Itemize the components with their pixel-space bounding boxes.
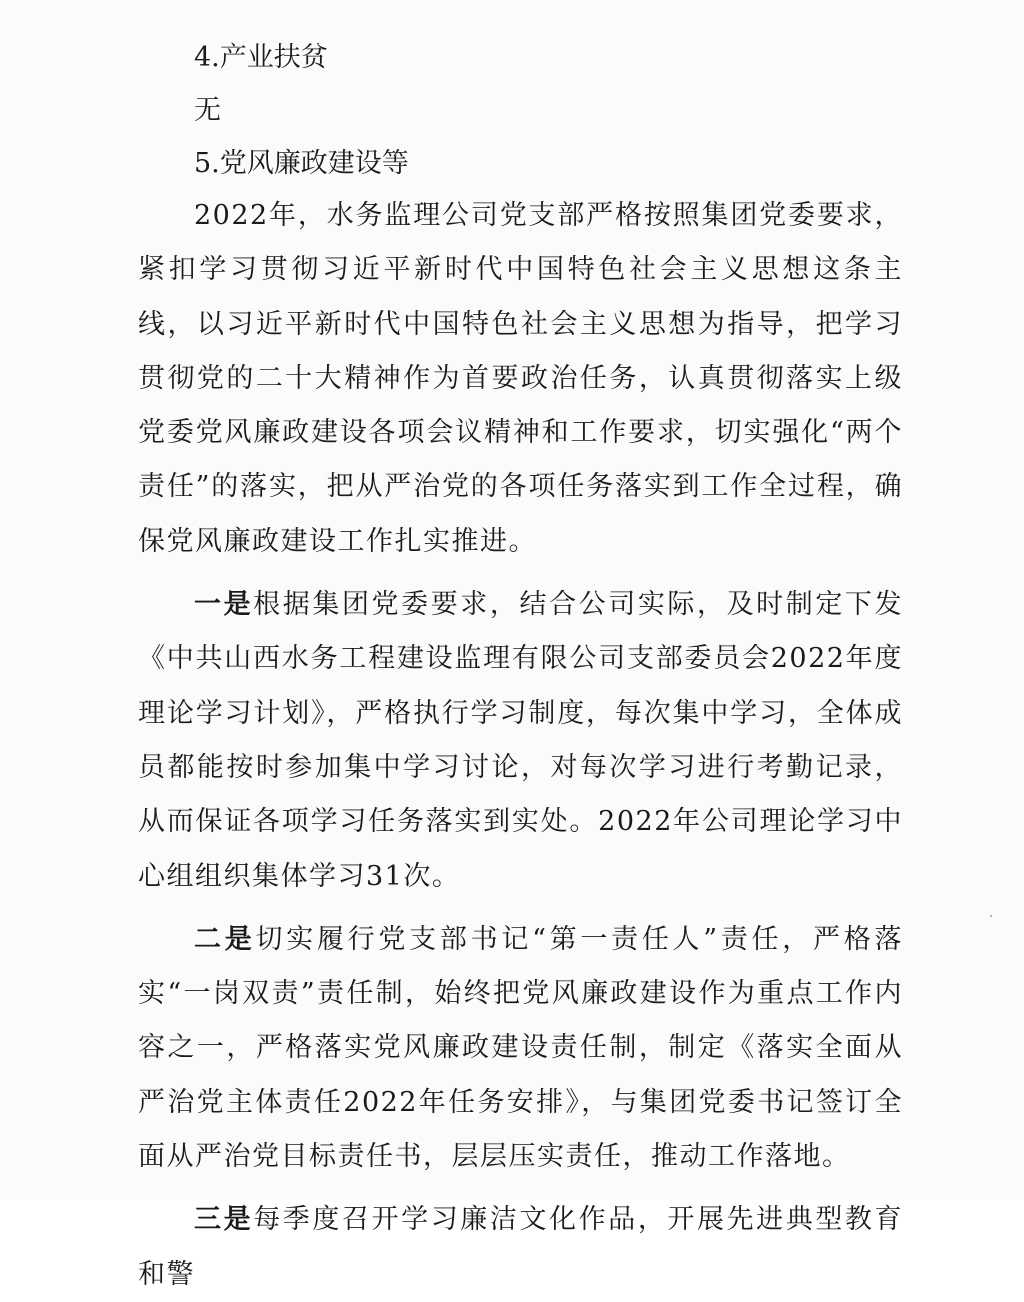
point-paragraph-3 bbox=[138, 1193, 903, 1302]
point-text-3: 每季度召开学习廉洁文化作品，开展先进典型教育和警 bbox=[138, 1204, 904, 1290]
point-lead-1: 一是 bbox=[194, 589, 254, 621]
section-heading-industry-poverty-relief: 4.产业扶贫 bbox=[194, 42, 328, 73]
point-text-1: 根据集团党委要求，结合公司实际，及时制定下发《中共山西水务工程建设监理有限公司支部委员会2022年度理论学习计划》，严格执行学习制度，每次集中学习，全体成员都能按时参加集中学习讨论，对每次学习进行考勤记录，从而保证各项学习任务落实到实处。2022年公司理论学习中心组组织集体学习31次。 bbox=[138, 589, 904, 892]
point-lead-2: 二是 bbox=[194, 923, 256, 955]
document-body bbox=[138, 34, 903, 1302]
intro-paragraph: 2022年，水务监理公司党支部严格按照集团党委要求，紧扣学习贯彻习近平新时代中国特色社会主义思想这条主线，以习近平新时代中国特色社会主义思想为指导，把学习贯彻党的二十大精神作为首要政治任务，认真贯彻落实上级党委党风廉政建设各项会议精神和工作要求，切实强化“两个责任”的落实，把从严治党的各项任务落实到工作全过程，确保党风廉政建设工作扎实推进。 bbox=[138, 200, 903, 557]
section-heading-party-conduct: 5.党风廉政建设等 bbox=[194, 148, 409, 179]
point-text-2: 切实履行党支部书记“第一责任人”责任，严格落实“一岗双责”责任制，始终把党风廉政建设作为重点工作内容之一，严格落实党风廉政建设责任制，制定《落实全面从严治党主体责任2022年任务安排》，与集团党委书记签订全面从严治党目标责任书，层层压实责任，推动工作落地。 bbox=[138, 923, 903, 1173]
point-paragraph-1 bbox=[138, 578, 903, 904]
point-paragraph-2 bbox=[138, 913, 903, 1184]
point-lead-3: 三是 bbox=[194, 1204, 254, 1236]
scan-speck bbox=[990, 915, 992, 917]
section-content-none: 无 bbox=[194, 95, 221, 126]
